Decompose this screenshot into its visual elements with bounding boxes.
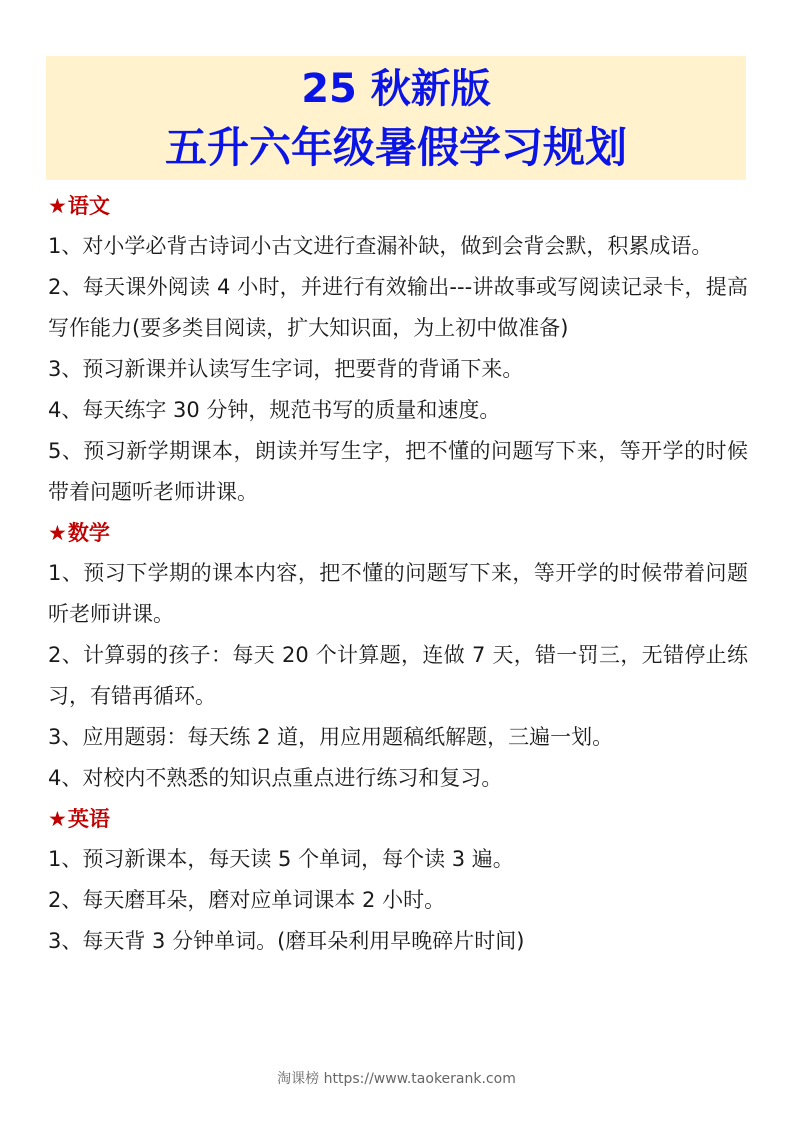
list-item: 3、预习新课并认读写生字词，把要背的背诵下来。 — [48, 357, 524, 381]
section-english — [48, 799, 748, 962]
section-heading — [48, 799, 748, 839]
list-item: 5、预习新学期课本，朗读并写生字，把不懂的问题写下来，等开学的时候带着问题听老师讲课。 — [48, 439, 748, 504]
list-item: 1、对小学必背古诗词小古文进行查漏补缺，做到会背会默，积累成语。 — [48, 234, 713, 258]
star-icon: ★ — [48, 521, 67, 545]
section-chinese — [48, 186, 748, 513]
section-heading — [48, 513, 748, 553]
list-item: 2、计算弱的孩子：每天 20 个计算题，连做 7 天，错一罚三，无错停止练习，有错再循环。 — [48, 643, 748, 708]
title-banner — [46, 56, 746, 180]
section-title: 语文 — [67, 194, 110, 218]
list-item: 1、预习新课本，每天读 5 个单词，每个读 3 遍。 — [48, 847, 514, 871]
title-line-1: 25 秋新版 — [301, 66, 491, 112]
list-item: 4、每天练字 30 分钟，规范书写的质量和速度。 — [48, 398, 501, 422]
list-item: 3、每天背 3 分钟单词。(磨耳朵利用早晚碎片时间) — [48, 929, 525, 953]
section-math — [48, 513, 748, 799]
section-title: 英语 — [67, 807, 110, 831]
document-body — [48, 186, 748, 962]
list-item: 2、每天磨耳朵，磨对应单词课本 2 小时。 — [48, 888, 446, 912]
star-icon: ★ — [48, 194, 67, 218]
list-item: 3、应用题弱：每天练 2 道，用应用题稿纸解题，三遍一划。 — [48, 725, 614, 749]
section-heading — [48, 186, 748, 226]
list-item: 1、预习下学期的课本内容，把不懂的问题写下来，等开学的时候带着问题听老师讲课。 — [48, 561, 748, 626]
star-icon: ★ — [48, 807, 67, 831]
title-line-2: 五升六年级暑假学习规划 — [164, 123, 627, 172]
section-title: 数学 — [67, 521, 110, 545]
list-item: 2、每天课外阅读 4 小时，并进行有效输出---讲故事或写阅读记录卡，提高写作能力(要多类目阅读，扩大知识面，为上初中做准备) — [48, 275, 748, 340]
footer-watermark: 淘课榜 https://www.taokerank.com — [277, 1071, 516, 1087]
list-item: 4、对校内不熟悉的知识点重点进行练习和复习。 — [48, 766, 503, 790]
